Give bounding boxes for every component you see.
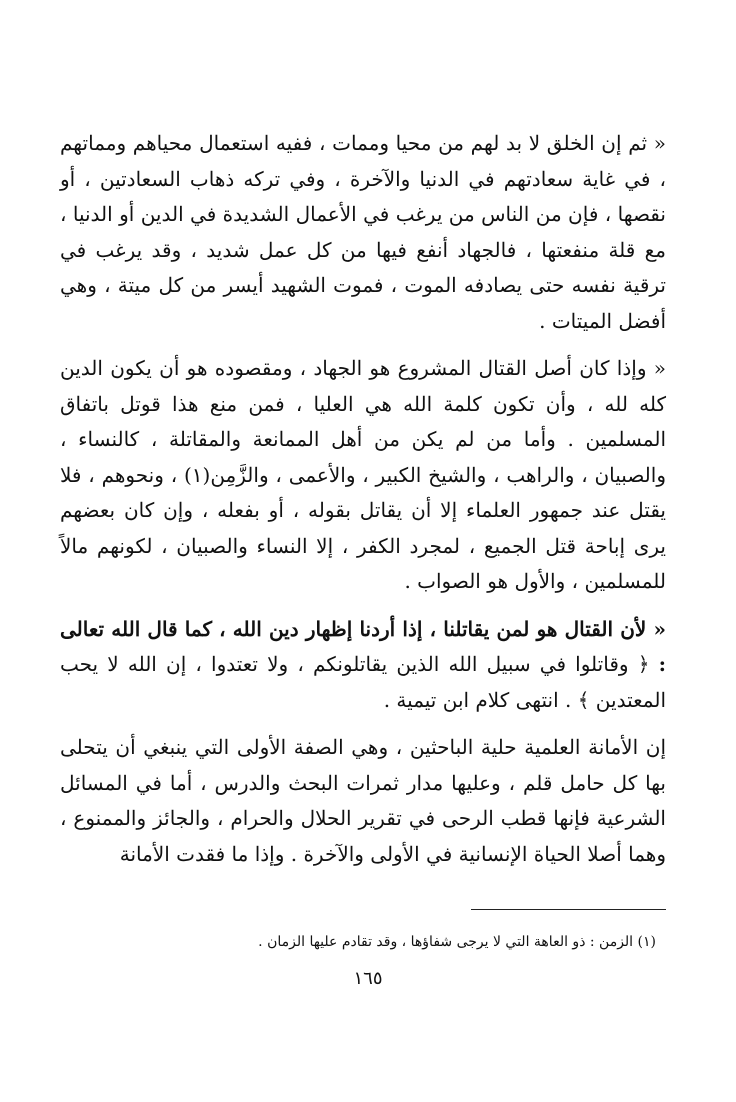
paragraph-3-bold-lead: « لأن القتال هو لمن يقاتلنا ، إذا أردنا إظهار دين الله ، كما قال الله تعالى : bbox=[60, 616, 666, 676]
paragraph-gap bbox=[60, 718, 666, 730]
paragraph-4-text: إن الأمانة العلمية حلية الباحثين ، وهي الصفة الأولى التي ينبغي أن يتحلى بها كل حامل قلم ، وعليها مدار ثمرات البحث والدرس ، أما في المسائل الشرعية فإنها قطب الرحى في تقرير الحلال والحرام ، والجائز والممنوع ، وهما أصلا الحياة الإنسانية في الأولى والآخرة . وإذا ما فقدت الأمانة bbox=[60, 735, 666, 866]
paragraph-gap bbox=[60, 600, 666, 612]
footnote: (١) الزمن : ذو العاهة التي لا يرجى شفاؤها ، وقد تقادم عليها الزمان . bbox=[258, 934, 656, 950]
paragraph-4 bbox=[60, 730, 666, 872]
footnote-divider bbox=[471, 909, 666, 910]
paragraph-3-text: ﴿ وقاتلوا في سبيل الله الذين يقاتلونكم ، ولا تعتدوا ، إن الله لا يحب المعتدين ﴾ . انتهى كلام ابن تيمية . bbox=[60, 652, 666, 712]
paragraph-1 bbox=[60, 126, 666, 339]
paragraph-3 bbox=[60, 612, 666, 719]
paragraph-gap bbox=[60, 339, 666, 351]
paragraph-2-text: « وإذا كان أصل القتال المشروع هو الجهاد ، ومقصوده هو أن يكون الدين كله لله ، وأن تكون كلمة الله هي العليا ، فمن منع هذا قوتل باتفاق المسلمين . وأما من لم يكن من أهل الممانعة والمقاتلة ، كالنساء ، والصبيان ، والراهب ، والشيخ الكبير ، والأعمى ، والزَّمِن(١) ، ونحوهم ، فلا يقتل عند جمهور العلماء إلا أن يقاتل بقوله ، أو بفعله ، وإن كان بعضهم يرى إباحة قتل الجميع ، لمجرد الكفر ، إلا النساء والصبيان ، لكونهم مالاً للمسلمين ، والأول هو الصواب . bbox=[60, 356, 666, 593]
paragraph-2 bbox=[60, 351, 666, 600]
page-number: ١٦٥ bbox=[353, 968, 383, 989]
main-text bbox=[60, 126, 666, 872]
paragraph-1-text: « ثم إن الخلق لا بد لهم من محيا وممات ، ففيه استعمال محياهم ومماتهم ، في غاية سعادتهم في الدنيا والآخرة ، وفي تركه ذهاب السعادتين ، أو نقصها ، فإن من الناس من يرغب في الأعمال الشديدة في الدين أو الدنيا ، مع قلة منفعتها ، فالجهاد أنفع فيها من كل عمل شديد ، وقد يرغب في ترقية نفسه حتى يصادفه الموت ، فموت الشهيد أيسر من كل ميتة ، وهي أفضل الميتات . bbox=[60, 131, 666, 333]
